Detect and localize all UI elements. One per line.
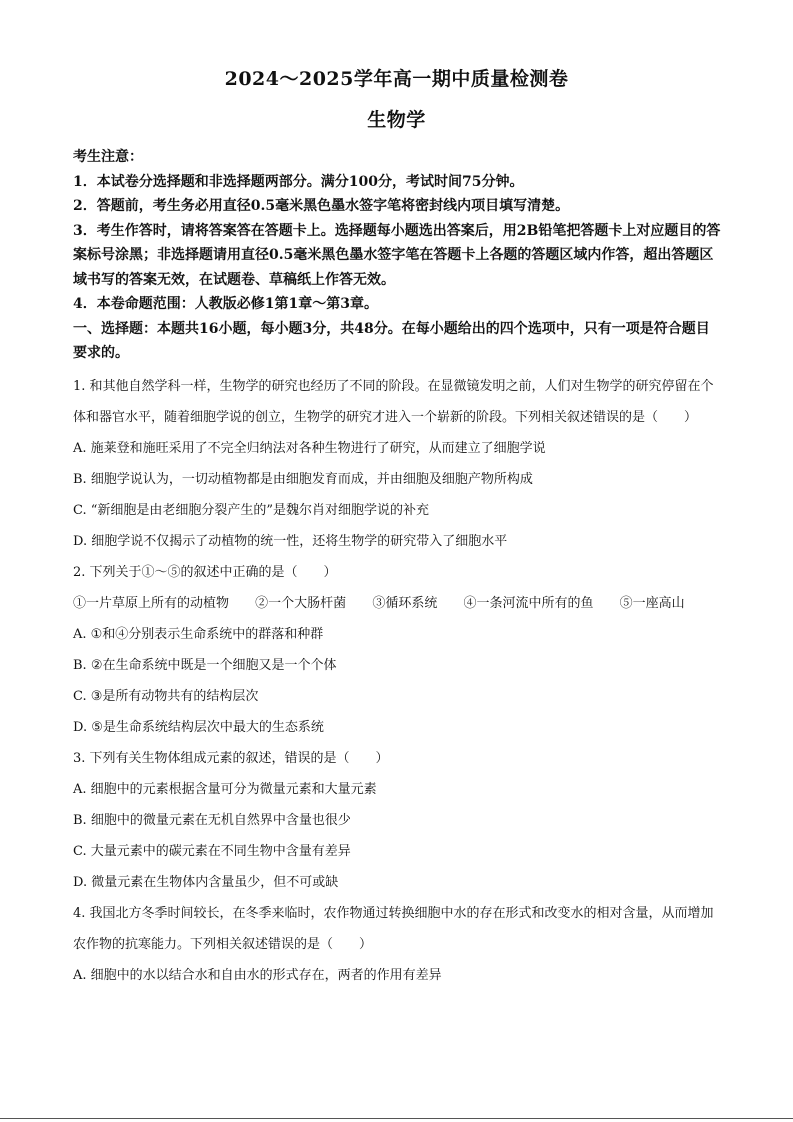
notice-heading: 考生注意： [73,149,143,165]
question-option: A. 细胞中的水以结合水和自由水的形式存在，两者的作用有差异 [73,968,442,983]
page-bottom-rule [0,1118,793,1119]
question-option: B. ②在生命系统中既是一个细胞又是一个个体 [73,658,337,673]
exam-subject: 生物学 [367,109,426,131]
question-option: C. 大量元素中的碳元素在不同生物中含量有差异 [73,844,351,859]
question-stem: 2. 下列关于①～⑤的叙述中正确的是（ ） [73,565,337,580]
exam-title: 2024～2025学年高一期中质量检测卷 [224,68,569,90]
notice-item: 4．本卷命题范围：人教版必修1第1章～第3章。 [73,296,378,312]
question-option: A. 施莱登和施旺采用了不完全归纳法对各种生物进行了研究，从而建立了细胞学说 [73,441,546,456]
question-block [73,371,723,991]
section-heading: 一、选择题：本题共16小题，每小题3分，共48分。在每小题给出的四个选项中，只有一项是符合题目要求的。 [73,320,710,361]
question-option: A. ①和④分别表示生命系统中的群落和种群 [73,627,324,642]
question-option: D. ⑤是生命系统结构层次中最大的生态系统 [73,720,324,735]
question-option: B. 细胞中的微量元素在无机自然界中含量也很少 [73,813,351,828]
question-item: ⑤一座高山 [619,596,685,611]
question-item: ④一条河流中所有的鱼 [463,596,594,611]
question-option: C. “新细胞是由老细胞分裂产生的”是魏尔肖对细胞学说的补充 [73,503,430,518]
question-item: ③循环系统 [372,596,438,611]
question-option: B. 细胞学说认为，一切动植物都是由细胞发育而成，并由细胞及细胞产物所构成 [73,472,533,487]
notice-item: 1．本试卷分选择题和非选择题两部分。满分100分，考试时间75分钟。 [73,173,524,190]
notice-item: 3．考生作答时，请将答案答在答题卡上。选择题每小题选出答案后，用2B铅笔把答题卡上对应题目的答案标号涂黑；非选择题请用直径0.5毫米黑色墨水签字笔在答题卡上各题的答题区域内作答，超出答题区域书写的答案无效，在试题卷、草稿纸上作答无效。 [73,222,721,288]
question-stem: 1. 和其他自然学科一样，生物学的研究也经历了不同的阶段。在显微镜发明之前，人们对生物学的研究停留在个体和器官水平，随着细胞学说的创立，生物学的研究才进入一个崭新的阶段。下列相关叙述错误的是（ ） [73,379,714,425]
question-item: ①一片草原上所有的动植物 [73,596,230,611]
question-stem: 3. 下列有关生物体组成元素的叙述，错误的是（ ） [73,751,389,766]
notice-block [73,145,723,366]
question-stem: 4. 我国北方冬季时间较长，在冬季来临时，农作物通过转换细胞中水的存在形式和改变水的相对含量，从而增加农作物的抗寒能力。下列相关叙述错误的是（ ） [73,906,714,952]
question-option: C. ③是所有动物共有的结构层次 [73,689,259,704]
question-items [73,588,723,619]
question-option: A. 细胞中的元素根据含量可分为微量元素和大量元素 [73,782,377,797]
question-option: D. 微量元素在生物体内含量虽少，但不可或缺 [73,875,339,890]
notice-item: 2．答题前，考生务必用直径0.5毫米黑色墨水签字笔将密封线内项目填写清楚。 [73,198,570,214]
question-option: D. 细胞学说不仅揭示了动植物的统一性，还将生物学的研究带入了细胞水平 [73,534,508,549]
question-item: ②一个大肠杆菌 [255,596,347,611]
